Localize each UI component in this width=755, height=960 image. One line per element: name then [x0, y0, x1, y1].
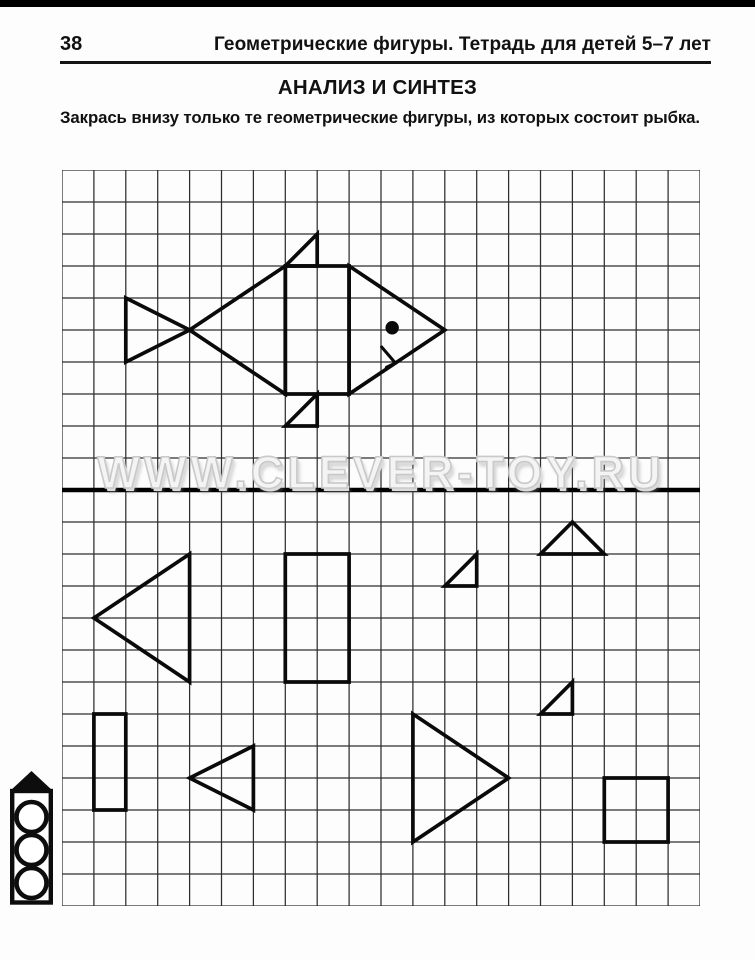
fish-gill-mark — [382, 347, 396, 367]
fish-eye — [385, 321, 398, 334]
page-number: 38 — [60, 33, 83, 55]
top-edge-bar — [0, 0, 755, 7]
fish-top-fin-triangle — [285, 234, 317, 266]
watermark: WWW.CLEVER-TOY.RU — [97, 447, 665, 498]
logo-circle-2 — [17, 835, 47, 865]
task-instruction: Закрась внизу только те геометрические фигуры, из которых состоит рыбка. — [60, 108, 700, 127]
answer-fin-triangle-1[interactable] — [445, 554, 477, 586]
grid-paper — [62, 170, 700, 906]
page-header — [60, 33, 711, 56]
page-title: АНАЛИЗ И СИНТЕЗ — [277, 76, 478, 99]
fish-bottom-fin-triangle — [285, 394, 317, 426]
book-title: Геометрические фигуры. Тетрадь для детей 5–7 лет — [214, 34, 711, 55]
logo-circle-3 — [17, 868, 47, 898]
header-rule — [60, 61, 711, 64]
logo-roof — [10, 771, 53, 791]
logo-circle-1 — [17, 802, 47, 832]
tower-logo-icon — [10, 770, 53, 905]
answer-fin-triangle-2[interactable] — [541, 682, 573, 714]
answer-rectangle-narrow[interactable] — [94, 714, 126, 810]
